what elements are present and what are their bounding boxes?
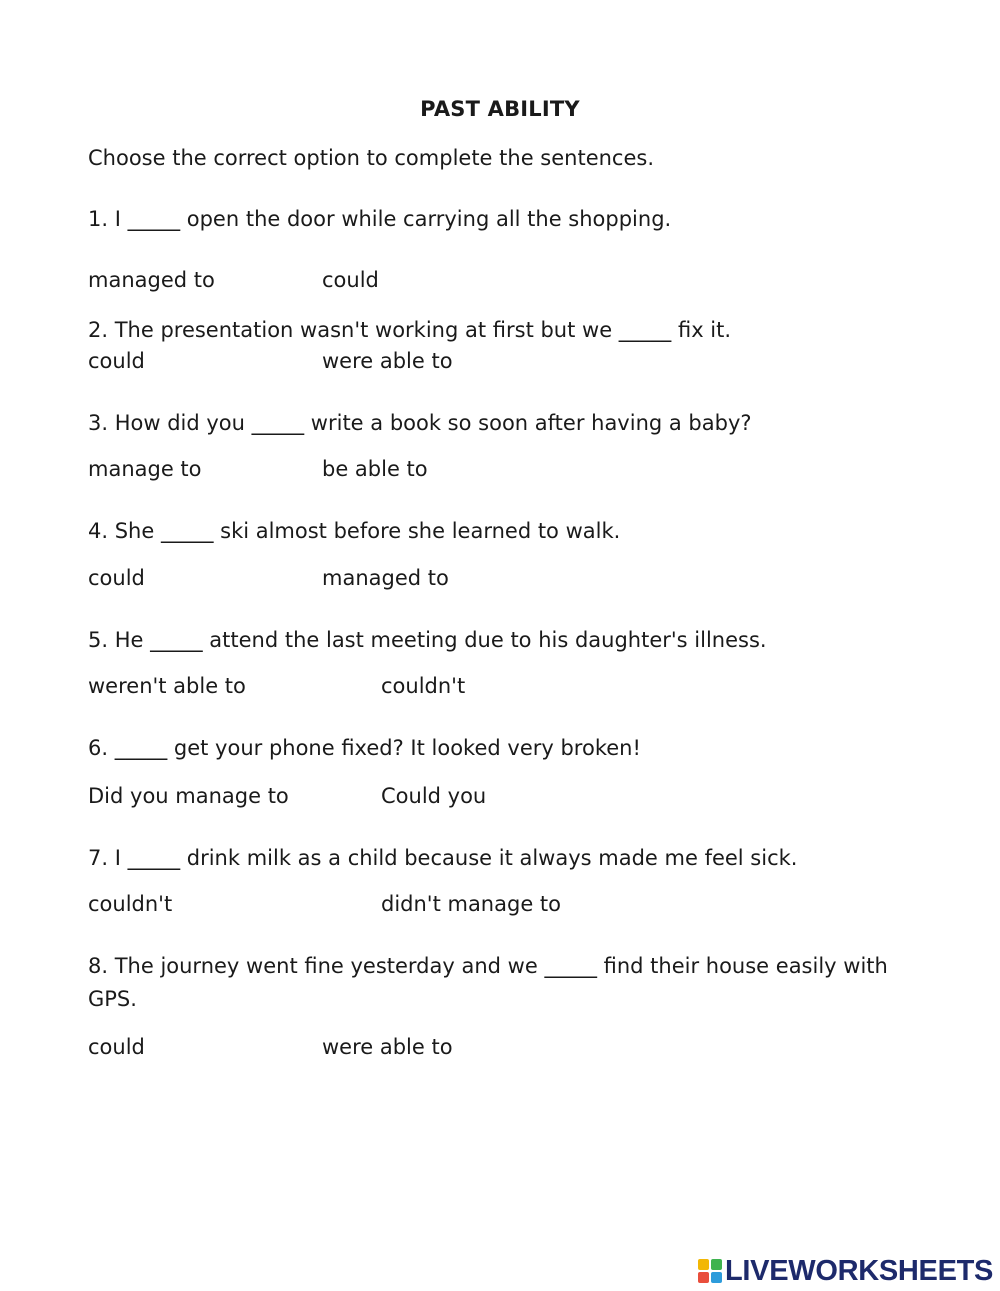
question-4: 4. She _____ ski almost before she learned to walk. (88, 519, 621, 543)
question-5: 5. He _____ attend the last meeting due to his daughter's illness. (88, 628, 767, 652)
option-6a[interactable]: Did you manage to (88, 784, 289, 808)
instruction-text: Choose the correct option to complete the sentences. (88, 146, 655, 170)
option-5a[interactable]: weren't able to (88, 674, 246, 698)
logo-text: LIVEWORKSHEETS (725, 1254, 994, 1287)
option-5b[interactable]: couldn't (381, 674, 466, 698)
question-7: 7. I _____ drink milk as a child because it always made me feel sick. (88, 846, 798, 870)
option-4b[interactable]: managed to (322, 566, 449, 590)
option-1a[interactable]: managed to (88, 268, 215, 292)
option-2b[interactable]: were able to (322, 349, 453, 373)
question-2: 2. The presentation wasn't working at first but we _____ fix it. (88, 318, 732, 342)
option-7a[interactable]: couldn't (88, 892, 173, 916)
option-4a[interactable]: could (88, 566, 145, 590)
question-6: 6. _____ get your phone fixed? It looked very broken! (88, 736, 641, 760)
question-3: 3. How did you _____ write a book so soon after having a baby? (88, 411, 752, 435)
option-8b[interactable]: were able to (322, 1035, 453, 1059)
liveworksheets-blocks-icon (698, 1259, 722, 1283)
option-2a[interactable]: could (88, 349, 145, 373)
option-3a[interactable]: manage to (88, 457, 202, 481)
worksheet-title: PAST ABILITY (420, 97, 580, 121)
option-3b[interactable]: be able to (322, 457, 428, 481)
question-1: 1. I _____ open the door while carrying all the shopping. (88, 207, 672, 231)
option-7b[interactable]: didn't manage to (381, 892, 561, 916)
liveworksheets-logo (698, 1255, 993, 1287)
option-6b[interactable]: Could you (381, 784, 487, 808)
option-1b[interactable]: could (322, 268, 379, 292)
option-8a[interactable]: could (88, 1035, 145, 1059)
question-8: 8. The journey went fine yesterday and we _____ find their house easily with GPS. (88, 954, 888, 1011)
